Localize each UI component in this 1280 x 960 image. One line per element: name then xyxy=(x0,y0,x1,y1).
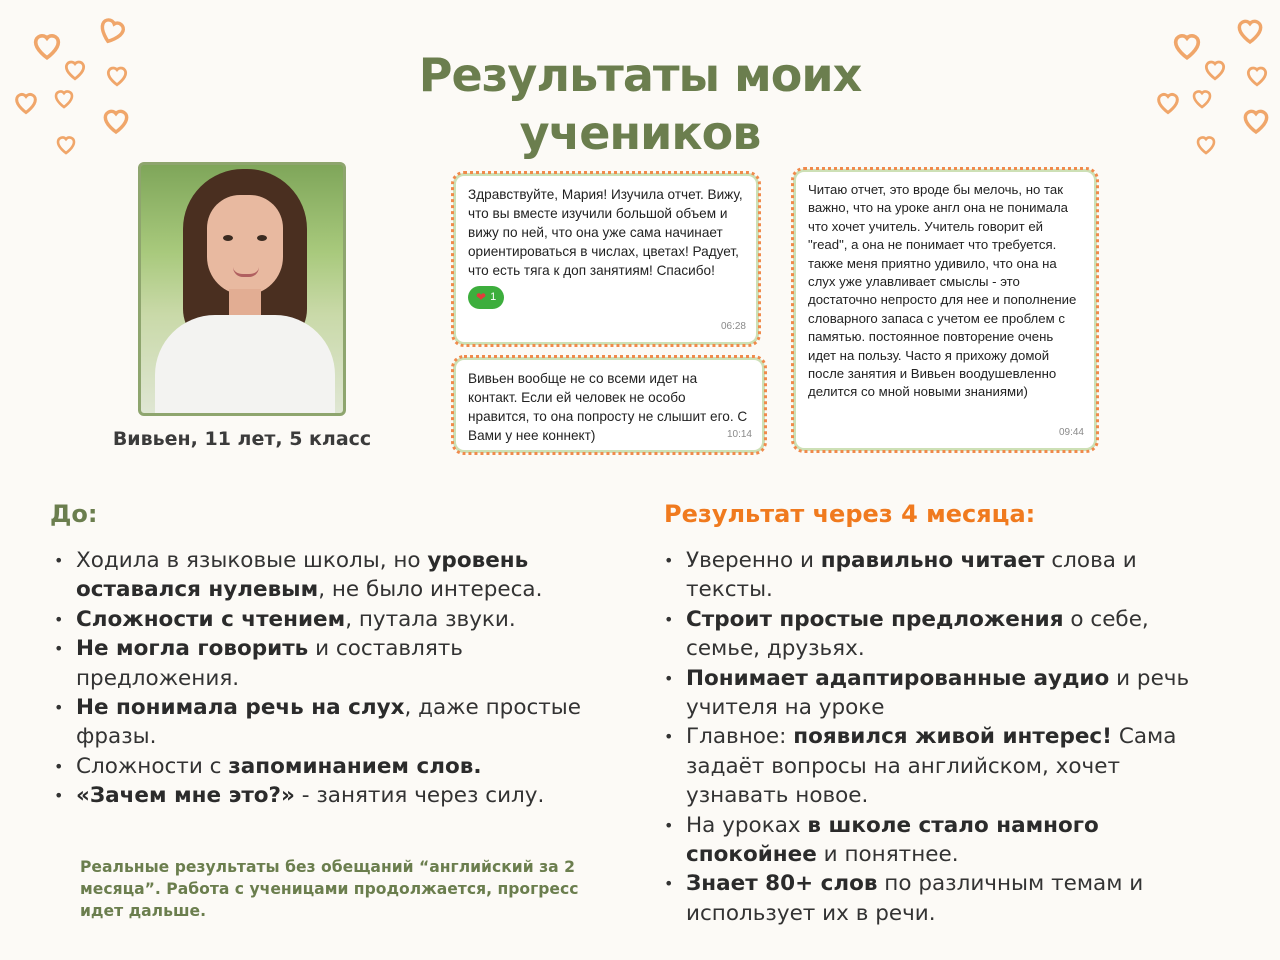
heart-icon xyxy=(52,86,76,110)
message-text: Здравствуйте, Мария! Изучила отчет. Вижу, что вы вместе изучили большой объем и вижу по ней, что она уже сама начинает ориентироваться в числах, цветах! Радует, что есть тяга к доп занятиям! Спасибо! xyxy=(468,187,743,278)
bold-text: Сложности с чтением xyxy=(76,606,346,632)
bold-text: уровень оставался нулевым xyxy=(76,548,529,603)
text: по различным темам и использует их в речи. xyxy=(686,871,1144,926)
list-item xyxy=(660,605,1200,664)
list-item xyxy=(660,722,1200,810)
bold-text: в школе стало намного спокойнее xyxy=(686,812,1099,868)
heart-icon xyxy=(1202,56,1228,82)
student-photo xyxy=(138,162,346,416)
heart-icon xyxy=(91,9,132,50)
list-item xyxy=(660,811,1200,870)
text: Ходила в языковые школы, но xyxy=(76,548,428,573)
hearts-decoration-right xyxy=(1140,0,1280,170)
heart-icon xyxy=(104,62,130,88)
heart-icon xyxy=(54,132,78,156)
heart-icon xyxy=(1244,62,1270,88)
text: и понятнее. xyxy=(816,842,959,868)
text: Сама задаёт вопросы на английском, хочет узнавать новое. xyxy=(686,724,1177,809)
message-text: Читаю отчет, это вроде бы мелочь, но так важно, что на уроке англ она не понимала что хочет учитель. Учитель говорит ей "read", а она не понимает что требуется. также меня приятно удивило, что она на слух уже улавливает смыслы - это достаточно непросто для нее и пополнение словарного запаса с учетом ее проблем с памятью. постоянное повторение очень идет на пользу. Часто я прихожу домой после занятия и Вивьен воодушевленно делится со мной новыми знаниями) xyxy=(808,182,1077,400)
list-item xyxy=(50,634,610,693)
page-title-line2: учеников xyxy=(519,106,761,160)
reaction-badge[interactable] xyxy=(468,286,504,309)
list-item xyxy=(50,546,610,605)
heart-icon xyxy=(1170,28,1204,62)
text: Уверенно и xyxy=(686,548,821,573)
heart-icon xyxy=(100,104,132,136)
chat-message-1 xyxy=(456,176,756,342)
bold-text: Понимает адаптированные аудио xyxy=(686,665,1110,691)
bold-text: Не понимала речь на слух xyxy=(76,695,405,721)
message-time: 10:14 xyxy=(726,429,752,440)
heart-icon xyxy=(1234,14,1266,46)
text: На уроках xyxy=(686,812,808,838)
reaction-count: 1 xyxy=(490,291,497,303)
list-item xyxy=(50,752,610,781)
text: , путала звуки. xyxy=(345,606,516,632)
heart-icon xyxy=(1154,88,1182,116)
text: , даже простые фразы. xyxy=(76,695,582,750)
list-item xyxy=(50,605,610,634)
bold-text: появился живой интерес! xyxy=(793,724,1112,750)
heart-icon xyxy=(12,88,40,116)
hearts-decoration-left xyxy=(0,0,150,170)
list-item xyxy=(50,693,610,752)
bold-text: запоминанием слов. xyxy=(228,753,482,779)
bold-text: «Зачем мне это?» xyxy=(76,783,295,809)
heart-icon: ❤ xyxy=(476,290,487,304)
before-title: До: xyxy=(50,500,98,528)
footnote: Реальные результаты без обещаний “английский за 2 месяца”. Работа с ученицами продолжается, прогресс идет дальше. xyxy=(80,858,579,920)
bold-text: Не могла говорить xyxy=(76,636,309,662)
chat-message-3 xyxy=(796,172,1094,448)
chat-message-2 xyxy=(456,360,762,450)
heart-icon xyxy=(62,56,88,82)
before-list xyxy=(50,546,610,811)
page-title xyxy=(340,46,940,162)
after-list xyxy=(660,546,1200,928)
heart-icon xyxy=(1194,132,1218,156)
message-text: Вивьен вообще не со всеми идет на контакт. Если ей человек не особо нравится, то она попросту не слышит его. С Вами у нее коннект) xyxy=(468,371,748,443)
heart-icon xyxy=(1240,104,1272,136)
text: о себе, семье, друзьях. xyxy=(686,606,1149,662)
list-item xyxy=(660,869,1200,928)
bold-text: правильно читает xyxy=(820,548,1045,573)
heart-icon xyxy=(1190,86,1214,110)
text: и составлять предложения. xyxy=(76,636,463,691)
message-time: 09:44 xyxy=(1058,426,1084,438)
text: Главное: xyxy=(686,724,794,750)
text: и речь учителя на уроке xyxy=(686,665,1190,721)
after-title: Результат через 4 месяца: xyxy=(664,500,1036,528)
text: слова и тексты. xyxy=(686,548,1137,603)
bold-text: Строит простые предложения xyxy=(686,606,1064,632)
text: , не было интереса. xyxy=(318,577,543,603)
text: - занятия через силу. xyxy=(294,783,545,809)
list-item xyxy=(50,781,610,810)
page-title-line1: Результаты моих xyxy=(418,48,862,102)
bold-text: Знает 80+ слов xyxy=(686,871,878,897)
list-item xyxy=(660,664,1200,723)
text: Сложности с xyxy=(76,753,229,779)
heart-icon xyxy=(30,28,64,62)
student-caption: Вивьен, 11 лет, 5 класс xyxy=(112,428,372,450)
list-item xyxy=(660,546,1200,605)
message-time: 06:28 xyxy=(720,321,746,332)
